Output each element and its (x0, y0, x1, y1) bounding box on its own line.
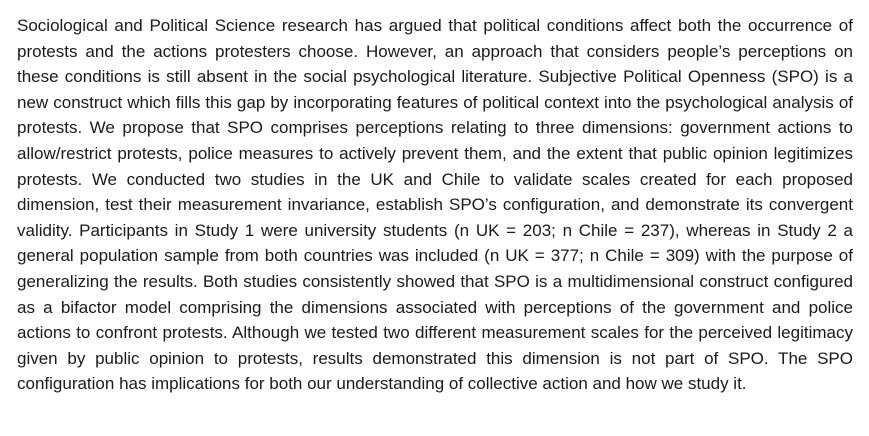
abstract-paragraph: Sociological and Political Science research has argued that political conditions affect both the occurrence of protests and the actions protesters choose. However, an approach that considers people’s perceptions on these conditions is still absent in the social psychological literature. Subjective Political Openness (SPO) is a new construct which fills this gap by incorporating features of political context into the psychological analysis of protests. We propose that SPO comprises perceptions relating to three dimensions: government actions to allow/restrict protests, police measures to actively prevent them, and the extent that public opinion legitimizes protests. We conducted two studies in the UK and Chile to validate scales created for each proposed dimension, test their measurement invariance, establish SPO’s configuration, and demonstrate its convergent validity. Participants in Study 1 were university students (n UK = 203; n Chile = 237), whereas in Study 2 a general population sample from both countries was included (n UK = 377; n Chile = 309) with the purpose of generalizing the results. Both studies consistently showed that SPO is a multidimensional construct configured as a bifactor model comprising the dimensions associated with perceptions of the government and police actions to confront protests. Although we tested two different measurement scales for the perceived legitimacy given by public opinion to protests, results demonstrated this dimension is not part of SPO. The SPO configuration has implications for both our understanding of collective action and how we study it. (17, 16, 853, 394)
